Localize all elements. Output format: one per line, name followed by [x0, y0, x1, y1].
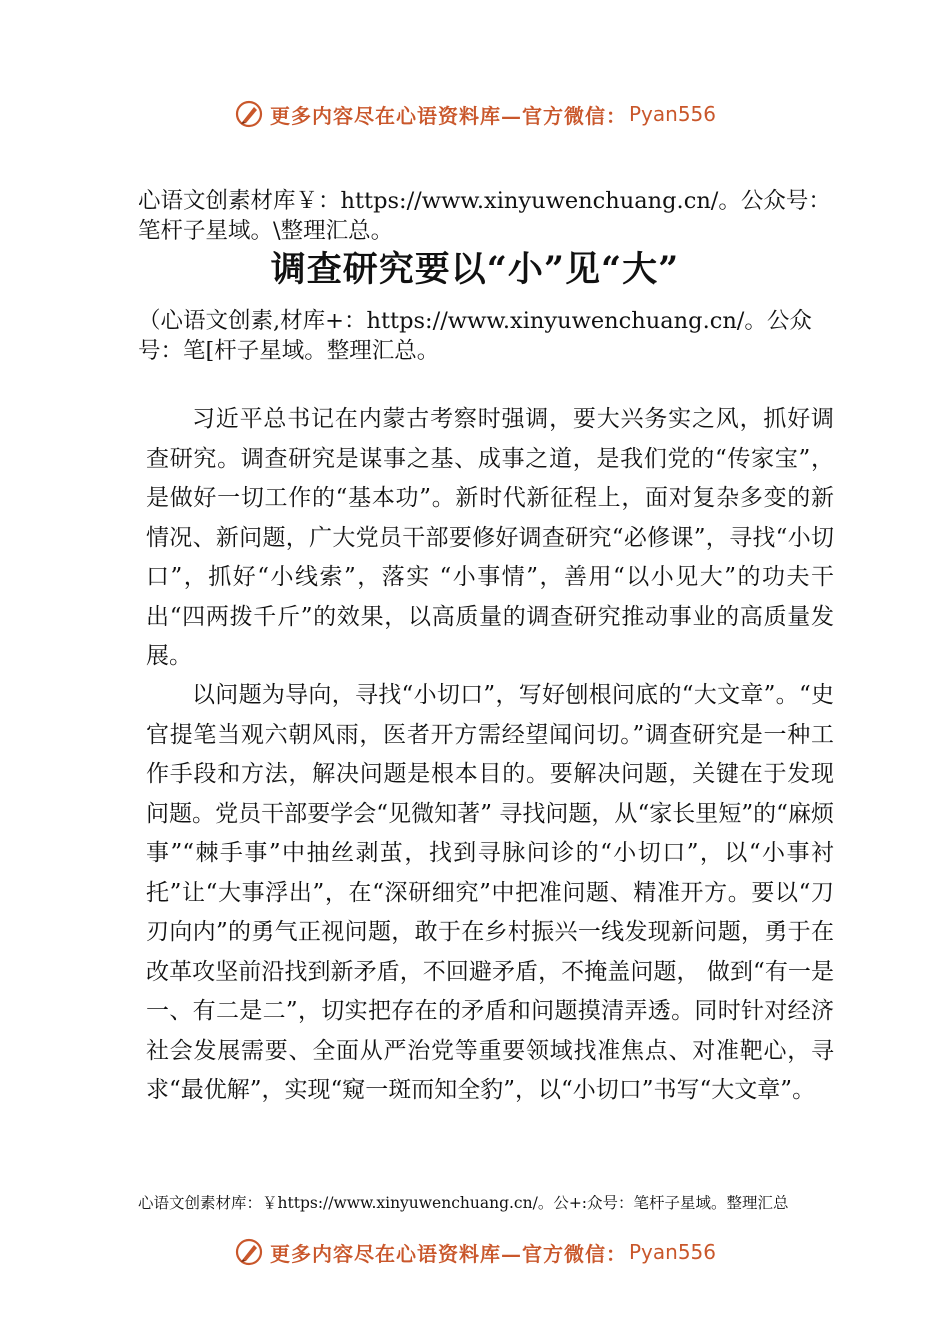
watermark-text: 更多内容尽在心语资料库—官方微信：: [269, 1241, 627, 1266]
watermark-account: Pyan556: [628, 102, 716, 126]
pen-logo-icon: [234, 99, 264, 129]
article-title: 调查研究要以“小”见“大”: [270, 249, 680, 290]
source-note-top: 心语文创素材库￥：https://www.xinyuwenchuang.cn/。公众号：笔杆子星域。\整理汇总。: [138, 188, 831, 244]
bottom-watermark-banner: [0, 1232, 950, 1272]
pen-logo-icon: [234, 1237, 264, 1267]
body-paragraph-1: 习近平总书记在内蒙古考察时强调，要大兴务实之风，抓好调查研究。调查研究是谋事之基、成事之道，是我们党的“传家宝”，是做好一切工作的“基本功”。新时代新征程上，面对复杂多变的新情况、新问题，广大党员干部要修好调查研究“必修课”，寻找“小切口”，抓好“小线索”，落实 “小事情”，善用“以小见大”的功夫干出“四两拨千斤”的效果，以高质量的调查研究推动事业的高质量发展。: [146, 406, 834, 669]
body-paragraph-2: 以问题为导向，寻找“小切口”，写好刨根问底的“大文章”。“史官提笔当观六朝风雨，医者开方需经望闻问切。”调查研究是一种工作手段和方法，解决问题是根本目的。要解决问题，关键在于发现问题。党员干部要学会“见微知著” 寻找问题，从“家长里短”的“麻烦事”“棘手事”中抽丝剥茧，找到寻脉问诊的“小切口”，以“小事衬托”让“大事浮出”，在“深研细究”中把准问题、精准开方。要以“刀刃向内”的勇气正视问题，敢于在乡村振兴一线发现新问题，勇于在改革攻坚前沿找到新矛盾，不回避矛盾，不掩盖问题， 做到“有一是一、有二是二”，切实把存在的矛盾和问题摸清弄透。同时针对经济社会发展需要、全面从严治党等重要领域找准焦点、对准靶心，寻求“最优解”，实现“窥一斑而知全豹”，以“小切口”书写“大文章”。: [146, 682, 834, 1103]
watermark-text: 更多内容尽在心语资料库—官方微信：: [269, 103, 627, 128]
top-watermark-banner: [0, 94, 950, 134]
source-note-under-title: （心语文创素,材库+：https://www.xinyuwenchuang.cn/。公众号：笔[杆子星域。整理汇总。: [138, 308, 812, 364]
source-note-footer: 心语文创素材库：￥https://www.xinyuwenchuang.cn/。公+:众号：笔杆子星域。整理汇总: [138, 1194, 789, 1212]
watermark-account: Pyan556: [628, 1240, 716, 1264]
